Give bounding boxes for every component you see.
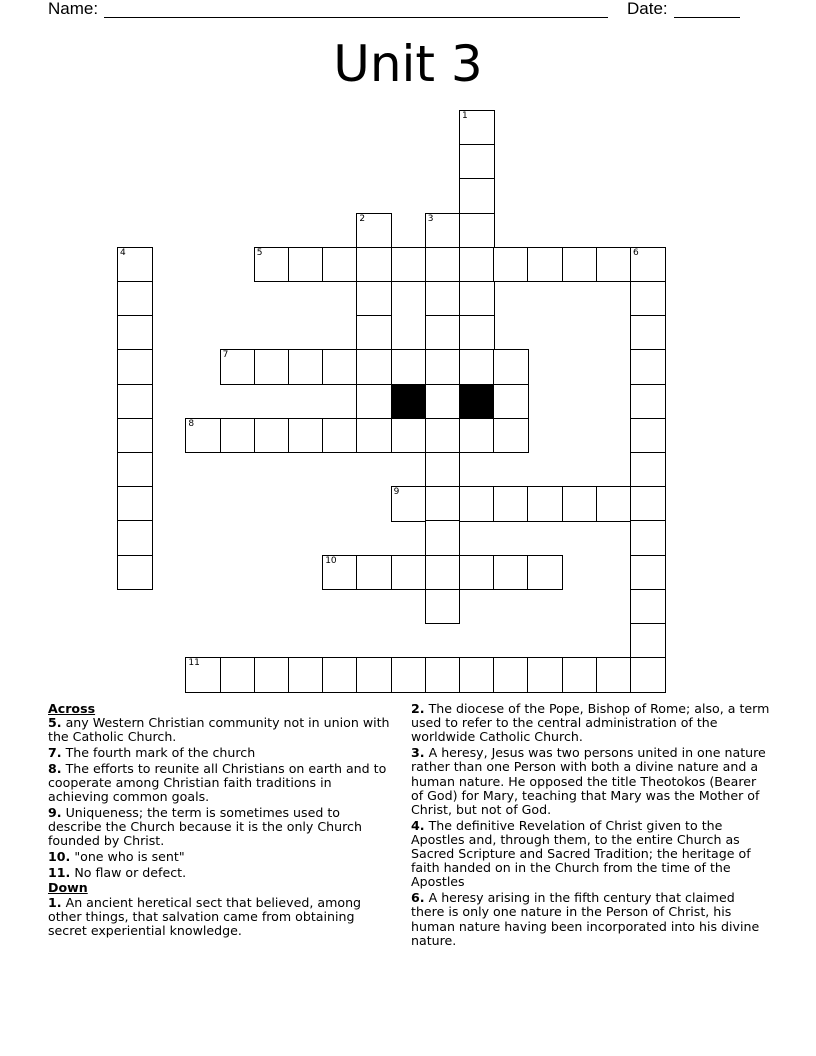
grid-cell[interactable] <box>356 384 392 420</box>
grid-cell[interactable] <box>630 247 666 283</box>
grid-cell[interactable] <box>425 281 461 317</box>
grid-cell[interactable] <box>220 418 256 454</box>
clue-number: 3. <box>411 745 425 761</box>
across-clue <box>48 762 393 805</box>
grid-cell[interactable] <box>117 247 153 283</box>
clue-text: The efforts to reunite all Christians on earth and to cooperate among Christian faith traditions in achieving common goals. <box>48 760 387 805</box>
grid-cell[interactable] <box>562 657 598 693</box>
grid-cell[interactable] <box>630 657 666 693</box>
grid-cell[interactable] <box>254 657 290 693</box>
grid-cell[interactable] <box>425 452 461 488</box>
grid-cell[interactable] <box>425 418 461 454</box>
grid-cell[interactable] <box>391 349 427 385</box>
grid-cell[interactable] <box>391 247 427 283</box>
cell-number: 11 <box>188 658 200 669</box>
grid-cell[interactable] <box>391 657 427 693</box>
date-line <box>674 17 740 18</box>
clue-text: "one who is sent" <box>74 849 185 865</box>
name-line <box>104 17 608 18</box>
grid-cell[interactable] <box>425 247 461 283</box>
grid-cell[interactable] <box>391 418 427 454</box>
grid-cell[interactable] <box>425 657 461 693</box>
clue-text: any Western Christian community not in union with the Catholic Church. <box>48 715 390 745</box>
grid-cell[interactable] <box>425 315 461 351</box>
grid-cell[interactable] <box>117 520 153 556</box>
grid-cell[interactable] <box>630 349 666 385</box>
grid-cell[interactable] <box>185 657 221 693</box>
grid-cell[interactable] <box>425 589 461 625</box>
name-label: Name: <box>48 0 99 18</box>
grid-cell[interactable] <box>596 486 632 522</box>
grid-cell[interactable] <box>288 657 324 693</box>
cell-number: 8 <box>188 418 195 429</box>
grid-cell[interactable] <box>322 555 358 591</box>
page-title: Unit 3 <box>333 35 483 93</box>
grid-cell[interactable] <box>322 418 358 454</box>
clue-text: A heresy, Jesus was two persons united in one nature rather than one Person with both a divine nature and a human nature. He opposed the title Theotokos (Bearer of God) for Mary, teaching that Mary was the Mother of Christ, but not of God. <box>411 745 766 817</box>
grid-cell[interactable] <box>459 418 495 454</box>
clue-number: 2. <box>411 701 425 716</box>
grid-cell[interactable] <box>391 486 427 522</box>
grid-cell[interactable] <box>425 520 461 556</box>
grid-cell[interactable] <box>527 486 563 522</box>
grid-cell[interactable] <box>356 418 392 454</box>
cell-number: 7 <box>222 350 229 361</box>
clue-number: 9. <box>48 804 62 820</box>
grid-cell[interactable] <box>630 486 666 522</box>
grid-cell[interactable] <box>356 315 392 351</box>
grid-cell[interactable] <box>493 384 529 420</box>
grid-cell[interactable] <box>117 349 153 385</box>
down-clue <box>48 896 393 939</box>
grid-cell[interactable] <box>356 657 392 693</box>
clue-number: 7. <box>48 745 62 761</box>
across-clue <box>48 806 393 849</box>
clue-number: 5. <box>48 715 62 731</box>
cell-number: 9 <box>393 487 400 498</box>
grid-cell[interactable] <box>117 418 153 454</box>
grid-cell[interactable] <box>493 657 529 693</box>
down-clue <box>411 746 771 817</box>
cell-number: 4 <box>120 247 126 258</box>
header <box>0 0 816 20</box>
grid-cell[interactable] <box>288 247 324 283</box>
grid-cell[interactable] <box>562 486 598 522</box>
down-clue <box>411 819 771 890</box>
date-label: Date: <box>627 0 668 18</box>
grid-cell[interactable] <box>425 349 461 385</box>
clue-number: 11. <box>48 864 71 880</box>
clues-right-column <box>411 702 771 949</box>
grid-cell[interactable] <box>254 418 290 454</box>
grid-cell[interactable] <box>630 555 666 591</box>
grid-cell[interactable] <box>220 657 256 693</box>
grid-cell[interactable] <box>459 657 495 693</box>
across-clue <box>48 866 393 880</box>
grid-cell[interactable] <box>356 349 392 385</box>
grid-cell[interactable] <box>630 589 666 625</box>
grid-cell[interactable] <box>630 418 666 454</box>
grid-cell[interactable] <box>493 247 529 283</box>
grid-cell[interactable] <box>322 247 358 283</box>
clue-text: The fourth mark of the church <box>65 745 256 761</box>
grid-cell[interactable] <box>493 418 529 454</box>
grid-cell[interactable] <box>630 520 666 556</box>
grid-cell[interactable] <box>254 349 290 385</box>
grid-cell[interactable] <box>117 555 153 591</box>
clues-left-column <box>48 702 393 940</box>
grid-cell[interactable] <box>185 418 221 454</box>
grid-cell[interactable] <box>527 657 563 693</box>
grid-cell[interactable] <box>562 247 598 283</box>
across-heading: Across <box>48 701 96 716</box>
clue-number: 8. <box>48 760 62 776</box>
down-clue <box>411 891 771 948</box>
clue-number: 1. <box>48 894 62 910</box>
cell-number: 1 <box>462 111 468 121</box>
grid-cell[interactable] <box>254 247 290 283</box>
down-heading: Down <box>48 880 88 896</box>
grid-cell[interactable] <box>117 486 153 522</box>
grid-cell[interactable] <box>459 110 495 146</box>
black-cell <box>391 384 427 420</box>
grid-cell[interactable] <box>459 349 495 385</box>
grid-cell[interactable] <box>288 418 324 454</box>
cell-number: 2 <box>359 213 366 224</box>
grid-cell[interactable] <box>527 247 563 283</box>
grid-cell[interactable] <box>425 384 461 420</box>
grid-cell[interactable] <box>220 349 256 385</box>
grid-cell[interactable] <box>596 657 632 693</box>
grid-cell[interactable] <box>459 486 495 522</box>
black-cell <box>459 384 495 420</box>
across-clue <box>48 850 393 864</box>
grid-cell[interactable] <box>117 384 153 420</box>
clue-number: 6. <box>411 890 425 906</box>
grid-cell[interactable] <box>288 349 324 385</box>
clue-number: 4. <box>411 817 425 833</box>
grid-cell[interactable] <box>356 281 392 317</box>
grid-cell[interactable] <box>493 486 529 522</box>
down-clue <box>411 702 771 745</box>
grid-cell[interactable] <box>425 213 461 249</box>
grid-cell[interactable] <box>459 315 495 351</box>
grid-cell[interactable] <box>117 452 153 488</box>
grid-cell[interactable] <box>630 452 666 488</box>
grid-cell[interactable] <box>459 247 495 283</box>
grid-cell[interactable] <box>459 281 495 317</box>
cell-number: 3 <box>427 213 434 224</box>
grid-cell[interactable] <box>425 486 461 522</box>
cell-number: 5 <box>256 247 263 258</box>
grid-cell[interactable] <box>322 657 358 693</box>
grid-cell[interactable] <box>459 144 495 180</box>
cell-number: 10 <box>325 555 337 566</box>
across-clue <box>48 746 393 760</box>
across-clue <box>48 716 393 744</box>
clue-text: The definitive Revelation of Christ given to the Apostles and, through them, to the entire Church as Sacred Scripture and Sacred Tradition; the heritage of faith handed on in the Church from the time of the Apostles <box>411 817 751 890</box>
grid-cell[interactable] <box>630 281 666 317</box>
clue-number: 10. <box>48 849 71 865</box>
grid-cell[interactable] <box>356 213 392 249</box>
grid-cell[interactable] <box>322 349 358 385</box>
grid-cell[interactable] <box>493 349 529 385</box>
grid-cell[interactable] <box>630 623 666 659</box>
grid-cell[interactable] <box>459 555 495 591</box>
clue-text: An ancient heretical sect that believed, among other things, that salvation came from obtaining secret experiential knowledge. <box>48 894 362 939</box>
grid-cell[interactable] <box>493 555 529 591</box>
grid-cell[interactable] <box>459 213 495 249</box>
grid-cell[interactable] <box>356 555 392 591</box>
grid-cell[interactable] <box>630 384 666 420</box>
grid-cell[interactable] <box>117 281 153 317</box>
grid-cell[interactable] <box>391 555 427 591</box>
grid-cell[interactable] <box>356 247 392 283</box>
grid-cell[interactable] <box>596 247 632 283</box>
grid-cell[interactable] <box>425 555 461 591</box>
clue-text: A heresy arising in the fifth century that claimed there is only one nature in the Person of Christ, his human nature having been incorporated into his divine nature. <box>411 890 760 948</box>
grid-cell[interactable] <box>630 315 666 351</box>
cell-number: 6 <box>633 247 639 258</box>
grid-cell[interactable] <box>527 555 563 591</box>
clue-text: No flaw or defect. <box>74 864 187 880</box>
grid-cell[interactable] <box>117 315 153 351</box>
clue-text: Uniqueness; the term is sometimes used to describe the Church because it is the only Church founded by Christ. <box>48 804 362 849</box>
clue-text: The diocese of the Pope, Bishop of Rome; also, a term used to refer to the central administration of the worldwide Catholic Church. <box>411 701 770 745</box>
grid-cell[interactable] <box>459 178 495 214</box>
